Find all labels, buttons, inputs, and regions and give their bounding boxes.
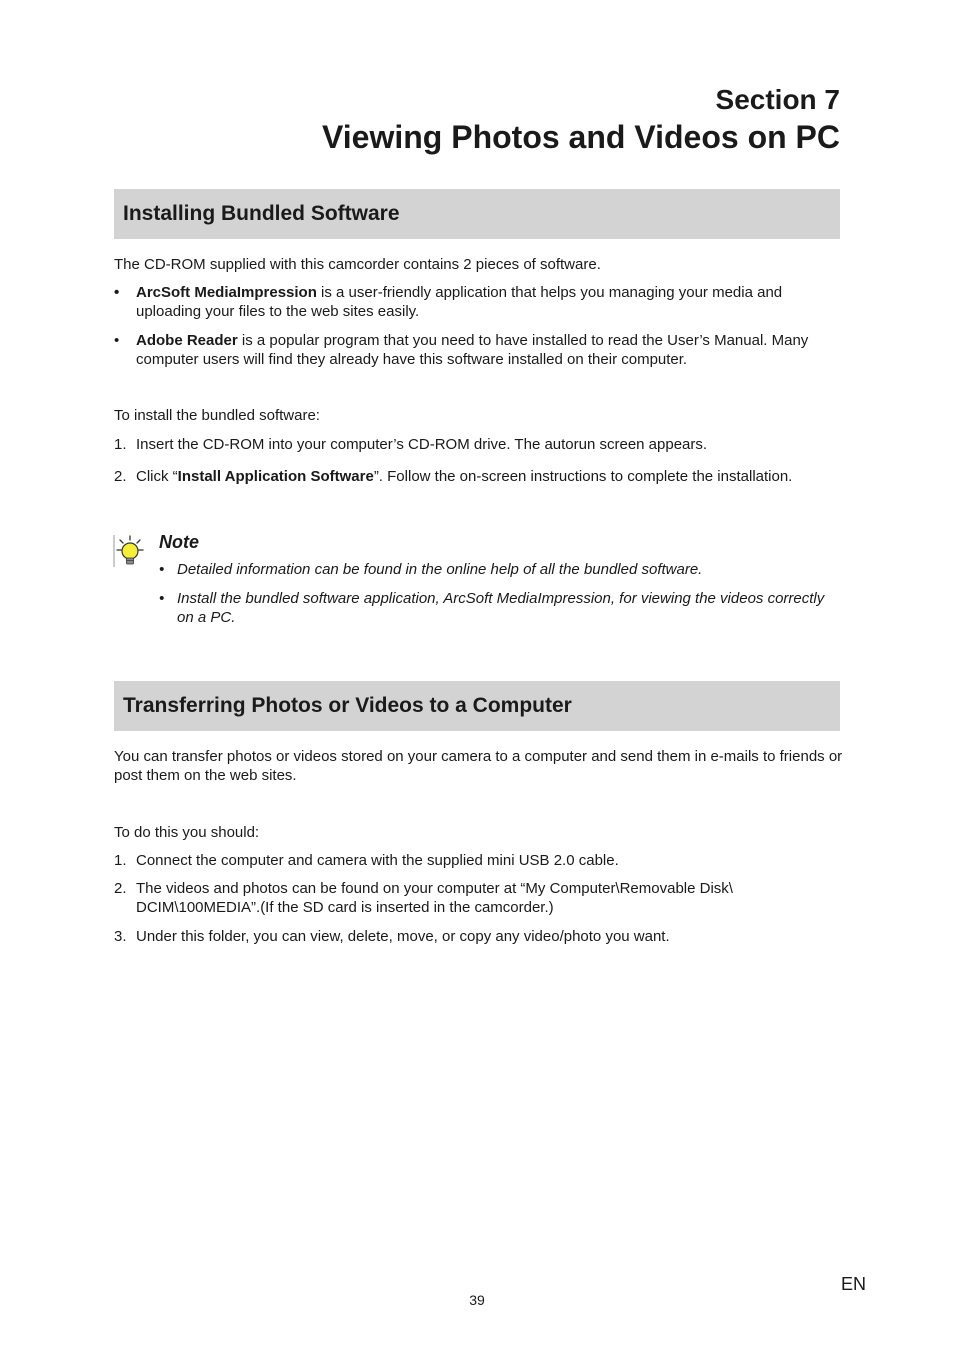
bullet-marker: • — [159, 561, 165, 578]
step-text: The videos and photos can be found on your computer at “My Computer\Removable Disk\ DCIM\100MEDIA”.(If the SD card is inserted in the camcorder.) — [136, 880, 733, 916]
note-item — [159, 589, 839, 627]
installing-intro: The CD-ROM supplied with this camcorder contains 2 pieces of software. — [114, 256, 601, 273]
install-steps-intro: To install the bundled software: — [114, 407, 320, 424]
step-text: Insert the CD-ROM into your computer’s CD-ROM drive. The autorun screen appears. — [136, 436, 708, 453]
list-item — [114, 331, 844, 369]
section-title: Viewing Photos and Videos on PC — [322, 119, 840, 155]
transferring-intro: You can transfer photos or videos stored on your camera to a computer and send them in e-mails to friends or post them on the web sites. — [114, 748, 843, 784]
list-item — [114, 435, 844, 454]
installing-heading: Installing Bundled Software — [114, 189, 840, 239]
list-item — [114, 879, 774, 917]
software-name: ArcSoft MediaImpression — [136, 284, 317, 301]
transferring-heading: Transferring Photos or Videos to a Computer — [114, 681, 840, 731]
step-text: Connect the computer and camera with the supplied mini USB 2.0 cable. — [136, 852, 619, 869]
software-description: is a popular program that you need to have installed to read the User’s Manual. Many computer users will find they already have this software installed on their computer. — [136, 332, 809, 368]
bullet-marker: • — [159, 590, 165, 607]
step-number: 3. — [114, 928, 127, 945]
note-text: Install the bundled software application, ArcSoft MediaImpression, for viewing the videos correctly on a PC. — [177, 590, 825, 626]
step-number: 1. — [114, 852, 127, 869]
step-text-bold: Install Application Software — [177, 468, 374, 485]
page-number: 39 — [469, 1292, 485, 1308]
list-item — [114, 927, 844, 946]
note-text: Detailed information can be found in the online help of all the bundled software. — [177, 561, 703, 578]
list-item — [114, 283, 844, 321]
software-description: is a user-friendly application that helps you managing your media and uploading your files to the web sites easily. — [136, 284, 783, 320]
list-item — [114, 851, 844, 870]
note-title: Note — [159, 532, 199, 552]
step-text: Under this folder, you can view, delete, move, or copy any video/photo you want. — [136, 928, 670, 945]
transfer-steps-intro: To do this you should: — [114, 824, 260, 841]
note-item — [159, 560, 839, 579]
step-number: 1. — [114, 436, 127, 453]
list-item — [114, 467, 844, 486]
section-number: Section 7 — [715, 84, 840, 115]
lightbulb-icon — [113, 534, 147, 568]
language-label: EN — [840, 1274, 866, 1294]
bullet-marker: • — [114, 284, 120, 301]
step-text-post: ”. Follow the on-screen instructions to complete the installation. — [373, 468, 793, 485]
step-text-pre: Click “ — [136, 468, 178, 485]
bullet-marker: • — [114, 332, 120, 349]
software-name: Adobe Reader — [136, 332, 238, 349]
step-number: 2. — [114, 880, 127, 897]
step-number: 2. — [114, 468, 127, 485]
